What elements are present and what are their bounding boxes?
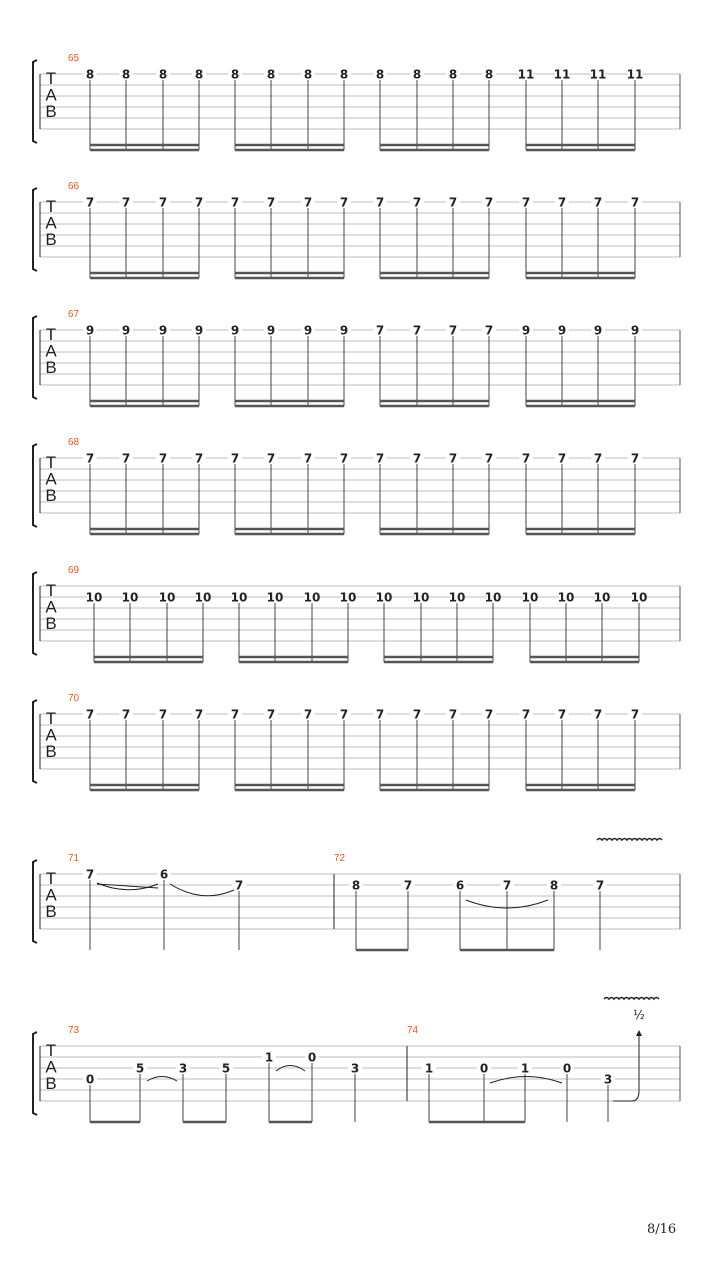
fret-number: 8 <box>351 878 361 893</box>
fret-number: 10 <box>266 590 284 605</box>
tab-clef-letter: A <box>45 341 57 361</box>
tab-clef-letter: T <box>45 197 57 216</box>
fret-number: 7 <box>194 451 204 466</box>
tab-clef-letter: B <box>45 102 57 121</box>
fret-number: 7 <box>502 878 512 893</box>
page-number: 8/16 <box>647 1222 677 1237</box>
system-bracket <box>33 1032 37 1115</box>
fret-number: 7 <box>339 195 349 210</box>
tab-clef-letter: A <box>45 885 57 905</box>
slur <box>170 884 234 896</box>
measure-number: 66 <box>68 181 80 192</box>
fret-number: 10 <box>593 590 611 605</box>
fret-number: 1 <box>520 1061 530 1076</box>
fret-number: 7 <box>339 451 349 466</box>
fret-number: 7 <box>194 195 204 210</box>
fret-number: 7 <box>484 195 494 210</box>
bend-arrowhead <box>636 1030 642 1036</box>
fret-number: 7 <box>593 451 603 466</box>
fret-number: 7 <box>412 323 422 338</box>
tab-clef-letter: T <box>45 325 57 344</box>
fret-number: 7 <box>121 451 131 466</box>
fret-number: 11 <box>626 67 644 82</box>
fret-number: 7 <box>630 451 640 466</box>
fret-number: 8 <box>85 67 95 82</box>
fret-number: 10 <box>303 590 321 605</box>
fret-number: 7 <box>521 451 531 466</box>
fret-number: 10 <box>630 590 648 605</box>
fret-number: 8 <box>549 878 559 893</box>
fret-number: 7 <box>303 451 313 466</box>
fret-number: 10 <box>121 590 139 605</box>
tab-clef-letter: T <box>45 709 57 728</box>
fret-number: 7 <box>194 707 204 722</box>
fret-number: 9 <box>194 323 204 338</box>
measure-number: 68 <box>68 437 80 448</box>
tab-clef-letter: T <box>45 581 57 600</box>
fret-number: 7 <box>158 707 168 722</box>
fret-number: 8 <box>339 67 349 82</box>
system-bracket <box>33 860 37 943</box>
fret-number: 9 <box>230 323 240 338</box>
fret-number: 9 <box>630 323 640 338</box>
measure-number: 71 <box>68 853 80 864</box>
measure-number: 73 <box>68 1025 80 1036</box>
fret-number: 8 <box>194 67 204 82</box>
fret-number: 7 <box>593 195 603 210</box>
fret-number: 3 <box>178 1061 188 1076</box>
system-bracket <box>33 188 37 271</box>
fret-number: 7 <box>403 878 413 893</box>
fret-number: 7 <box>158 195 168 210</box>
fret-number: 10 <box>557 590 575 605</box>
fret-number: 8 <box>484 67 494 82</box>
fret-number: 7 <box>557 195 567 210</box>
fret-number: 7 <box>448 451 458 466</box>
fret-number: 7 <box>448 707 458 722</box>
fret-number: 8 <box>230 67 240 82</box>
fret-number: 10 <box>448 590 466 605</box>
fret-number: 7 <box>85 707 95 722</box>
fret-number: 7 <box>230 195 240 210</box>
tab-clef-letter: B <box>45 1074 57 1093</box>
fret-number: 7 <box>521 195 531 210</box>
vibrato-mark <box>597 839 662 841</box>
fret-number: 7 <box>158 451 168 466</box>
fret-number: 8 <box>121 67 131 82</box>
measure-number: 69 <box>68 565 80 576</box>
tab-clef-letter: A <box>45 725 57 745</box>
fret-number: 7 <box>448 195 458 210</box>
fret-number: 8 <box>303 67 313 82</box>
fret-number: 9 <box>557 323 567 338</box>
fret-number: 9 <box>593 323 603 338</box>
fret-number: 7 <box>230 707 240 722</box>
tab-clef-letter: T <box>45 69 57 88</box>
fret-number: 8 <box>375 67 385 82</box>
fret-number: 7 <box>339 707 349 722</box>
fret-number: 7 <box>121 707 131 722</box>
fret-number: 7 <box>484 323 494 338</box>
tab-clef-letter: B <box>45 486 57 505</box>
fret-number: 7 <box>630 195 640 210</box>
fret-number: 7 <box>85 451 95 466</box>
tab-clef-letter: B <box>45 230 57 249</box>
fret-number: 7 <box>375 323 385 338</box>
fret-number: 7 <box>85 867 95 882</box>
fret-number: 7 <box>412 707 422 722</box>
fret-number: 7 <box>484 707 494 722</box>
fret-number: 7 <box>375 707 385 722</box>
fret-number: 7 <box>266 195 276 210</box>
fret-number: 7 <box>375 195 385 210</box>
fret-number: 7 <box>595 878 605 893</box>
fret-number: 7 <box>521 707 531 722</box>
fret-number: 9 <box>85 323 95 338</box>
fret-number: 8 <box>448 67 458 82</box>
system-bracket <box>33 700 37 783</box>
slur <box>490 1077 562 1084</box>
tab-clef-letter: A <box>45 1057 57 1077</box>
fret-number: 8 <box>412 67 422 82</box>
fret-number: 10 <box>521 590 539 605</box>
measure-number: 65 <box>68 53 80 64</box>
fret-number: 3 <box>350 1061 360 1076</box>
fret-number: 11 <box>517 67 535 82</box>
fret-number: 7 <box>448 323 458 338</box>
fret-number: 7 <box>303 195 313 210</box>
system-bracket <box>33 60 37 143</box>
fret-number: 10 <box>230 590 248 605</box>
measure-number: 70 <box>68 693 80 704</box>
fret-number: 9 <box>121 323 131 338</box>
vibrato-mark <box>604 998 659 1000</box>
fret-number: 7 <box>266 707 276 722</box>
fret-number: 10 <box>339 590 357 605</box>
fret-number: 8 <box>158 67 168 82</box>
fret-number: 0 <box>562 1061 572 1076</box>
fret-number: 0 <box>479 1061 489 1076</box>
fret-number: 1 <box>424 1061 434 1076</box>
fret-number: 1 <box>264 1050 274 1065</box>
measure-number: 74 <box>407 1025 419 1036</box>
fret-number: 7 <box>630 707 640 722</box>
fret-number: 10 <box>375 590 393 605</box>
fret-number: 7 <box>303 707 313 722</box>
system-bracket <box>33 316 37 399</box>
fret-number: 9 <box>303 323 313 338</box>
fret-number: 8 <box>266 67 276 82</box>
tab-clef-letter: T <box>45 1041 57 1060</box>
fret-number: 10 <box>412 590 430 605</box>
fret-number: 9 <box>521 323 531 338</box>
measure-number: 72 <box>334 853 346 864</box>
fret-number: 7 <box>412 195 422 210</box>
fret-number: 7 <box>266 451 276 466</box>
tab-clef-letter: T <box>45 869 57 888</box>
tab-clef-letter: B <box>45 742 57 761</box>
fret-number: 7 <box>557 707 567 722</box>
fret-number: 7 <box>230 451 240 466</box>
fret-number: 6 <box>159 867 169 882</box>
tab-clef-letter: A <box>45 213 57 233</box>
fret-number: 11 <box>553 67 571 82</box>
fret-number: 5 <box>135 1061 145 1076</box>
fret-number: 7 <box>375 451 385 466</box>
fret-number: 7 <box>557 451 567 466</box>
tab-clef-letter: B <box>45 902 57 921</box>
tab-clef-letter: A <box>45 85 57 105</box>
fret-number: 10 <box>158 590 176 605</box>
fret-number: 7 <box>484 451 494 466</box>
tab-clef-letter: A <box>45 469 57 489</box>
fret-number: 7 <box>412 451 422 466</box>
system-bracket <box>33 572 37 655</box>
fret-number: 7 <box>234 878 244 893</box>
fret-number: 0 <box>85 1072 95 1087</box>
measure-number: 67 <box>68 309 80 320</box>
fret-number: 3 <box>603 1072 613 1087</box>
tab-clef-letter: B <box>45 358 57 377</box>
fret-number: 9 <box>266 323 276 338</box>
fret-number: 7 <box>593 707 603 722</box>
fret-number: 7 <box>121 195 131 210</box>
fret-number: 10 <box>85 590 103 605</box>
tab-clef-letter: B <box>45 614 57 633</box>
fret-number: 5 <box>221 1061 231 1076</box>
fret-number: 0 <box>307 1050 317 1065</box>
fret-number: 10 <box>484 590 502 605</box>
bend-amount-label: ½ <box>633 1008 645 1022</box>
system-bracket <box>33 444 37 527</box>
fret-number: 9 <box>158 323 168 338</box>
tab-clef-letter: T <box>45 453 57 472</box>
fret-number: 7 <box>85 195 95 210</box>
tab-clef-letter: A <box>45 597 57 617</box>
fret-number: 11 <box>589 67 607 82</box>
fret-number: 6 <box>455 878 465 893</box>
fret-number: 10 <box>194 590 212 605</box>
fret-number: 9 <box>339 323 349 338</box>
